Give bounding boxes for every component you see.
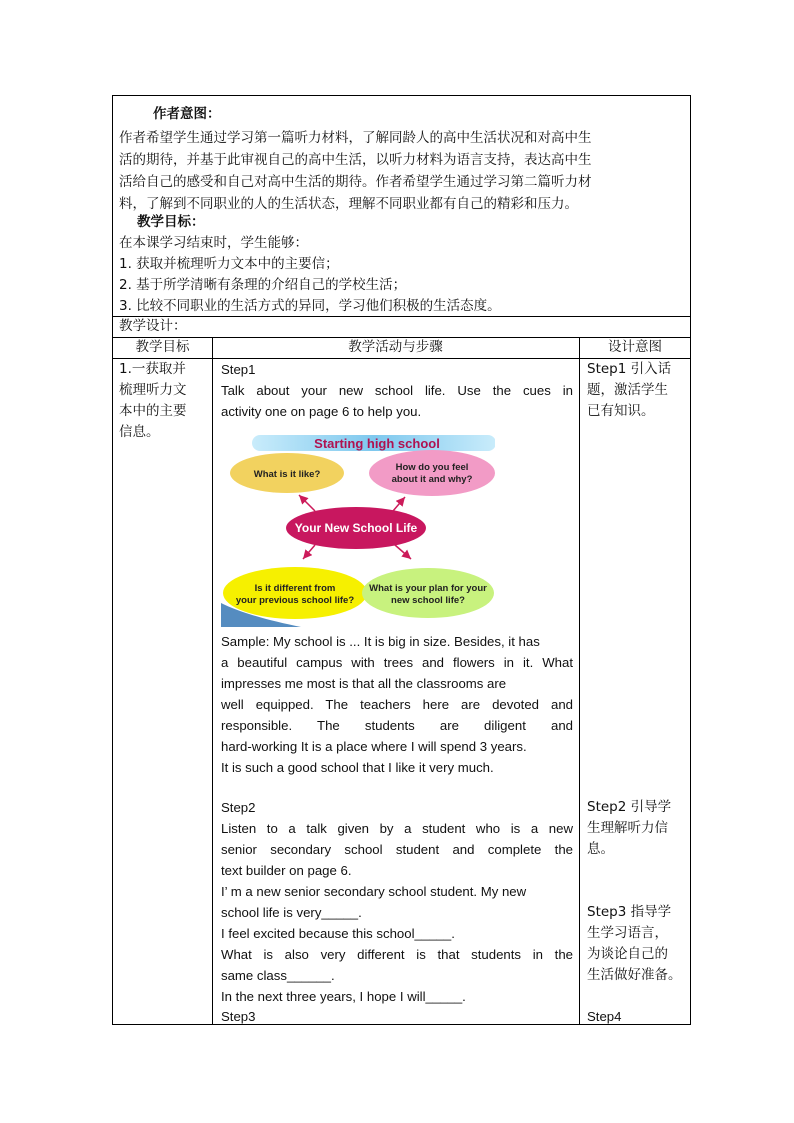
intent-line: 活的期待，并基于此审视自己的高中生活，以听力材料为语言支持，表达高中生 (119, 152, 592, 168)
purpose-line: 题，激活学生 (587, 382, 668, 398)
sample-line: It is such a good school that I like it very much. (221, 760, 494, 775)
mindmap-node-2 (369, 450, 495, 496)
goals-heading: 教学目标： (137, 214, 205, 230)
column-divider (579, 337, 580, 1024)
sample-line: responsible. The students are diligent and (221, 718, 573, 733)
mindmap-node-4-text: What is your plan for your (369, 583, 487, 594)
fill-blank-line: What is also very different is that students in the (221, 947, 573, 962)
purpose-line: 已有知识。 (587, 403, 655, 419)
mind-map (221, 431, 495, 627)
mindmap-node-1-text: What is it like? (253, 469, 321, 480)
fill-blank-line: school life is very_____. (221, 905, 362, 920)
mindmap-arrow (393, 497, 405, 511)
step2-line: Listen to a talk given by a student who is a new (221, 821, 573, 836)
goal-cell-line: 本中的主要 (119, 403, 187, 419)
goal-item: 3. 比较不同职业的生活方式的异同，学习他们积极的生活态度。 (119, 298, 501, 314)
goal-cell-line: 信息。 (119, 424, 160, 440)
fill-blank-line: I’ m a new senior secondary school student. My new (221, 884, 527, 899)
goals-intro: 在本课学习结束时，学生能够： (119, 235, 308, 251)
goal-cell-line: 1.一获取并 (119, 361, 186, 377)
goal-item: 2. 基于所学清晰有条理的介绍自己的学校生活； (119, 277, 407, 293)
header-purpose: 设计意图 (608, 339, 662, 355)
intent-line: 料，了解到不同职业的人的生活状态，理解不同职业都有自己的精彩和压力。 (119, 196, 578, 212)
purpose-line: 生活做好准备。 (587, 967, 682, 983)
step2-title: Step2 (221, 800, 256, 815)
purpose-line: Step4 (587, 1009, 622, 1024)
step1-title: Step1 (221, 362, 256, 377)
intent-line: 活给自己的感受和自己对高中生活的期待。作者希望学生通过学习第二篇听力材 (119, 174, 592, 190)
step1-line: activity one on page 6 to help you. (221, 404, 422, 419)
sample-line: impresses me most is that all the classrooms are (221, 676, 507, 691)
purpose-line: Step1 引入话 (587, 361, 672, 377)
step1-line: Talk about your new school life. Use the cues in (221, 383, 573, 398)
fill-blank-line: same class______. (221, 968, 335, 983)
mindmap-node-3-text: Is it different from (254, 583, 336, 594)
purpose-line: Step3 指导学 (587, 904, 672, 920)
sample-line: Sample: My school is ... It is big in size. Besides, it has (221, 634, 540, 649)
goal-cell-line: 梳理听力文 (119, 382, 187, 398)
intent-heading: 作者意图： (153, 106, 221, 122)
purpose-line: Step2 引导学 (587, 799, 672, 815)
sample-line: hard-working It is a place where I will spend 3 years. (221, 739, 527, 754)
purpose-line: 生理解听力信 (587, 820, 668, 836)
mindmap-title: Starting high school (314, 436, 440, 451)
mindmap-arrow (395, 545, 411, 559)
sample-line: well equipped. The teachers here are devoted and (221, 697, 573, 712)
mindmap-node-4-text: new school life? (391, 595, 465, 606)
column-divider (212, 337, 213, 1024)
mindmap-node-2-text: How do you feel (395, 462, 469, 473)
purpose-line: 生学习语言， (587, 925, 668, 941)
step2-line: senior secondary school student and complete the (221, 842, 573, 857)
fill-blank-line: I feel excited because this school_____. (221, 926, 455, 941)
mindmap-node-3-text: your previous school life? (235, 595, 355, 606)
step3-title: Step3 (221, 1009, 256, 1024)
header-goal: 教学目标 (135, 339, 190, 355)
sample-line: a beautiful campus with trees and flowers in it. What (221, 655, 573, 670)
intent-line: 作者希望学生通过学习第一篇听力材料，了解同龄人的高中生活状况和对高中生 (119, 130, 592, 146)
mindmap-center-text: Your New School Life (294, 521, 418, 535)
step2-line: text builder on page 6. (221, 863, 352, 878)
goal-item: 1. 获取并梳理听力文本中的主要信； (119, 256, 339, 272)
design-label: 教学设计： (119, 318, 187, 334)
header-activity: 教学活动与步骤 (348, 339, 443, 355)
mindmap-node-2-text: about it and why? (391, 474, 473, 485)
lesson-plan-table (112, 95, 691, 1025)
purpose-line: 息。 (587, 841, 614, 857)
mindmap-arrow (303, 545, 315, 559)
fill-blank-line: In the next three years, I hope I will_____. (221, 989, 466, 1004)
mindmap-arrow (299, 495, 315, 511)
purpose-line: 为谈论自己的 (587, 946, 668, 962)
